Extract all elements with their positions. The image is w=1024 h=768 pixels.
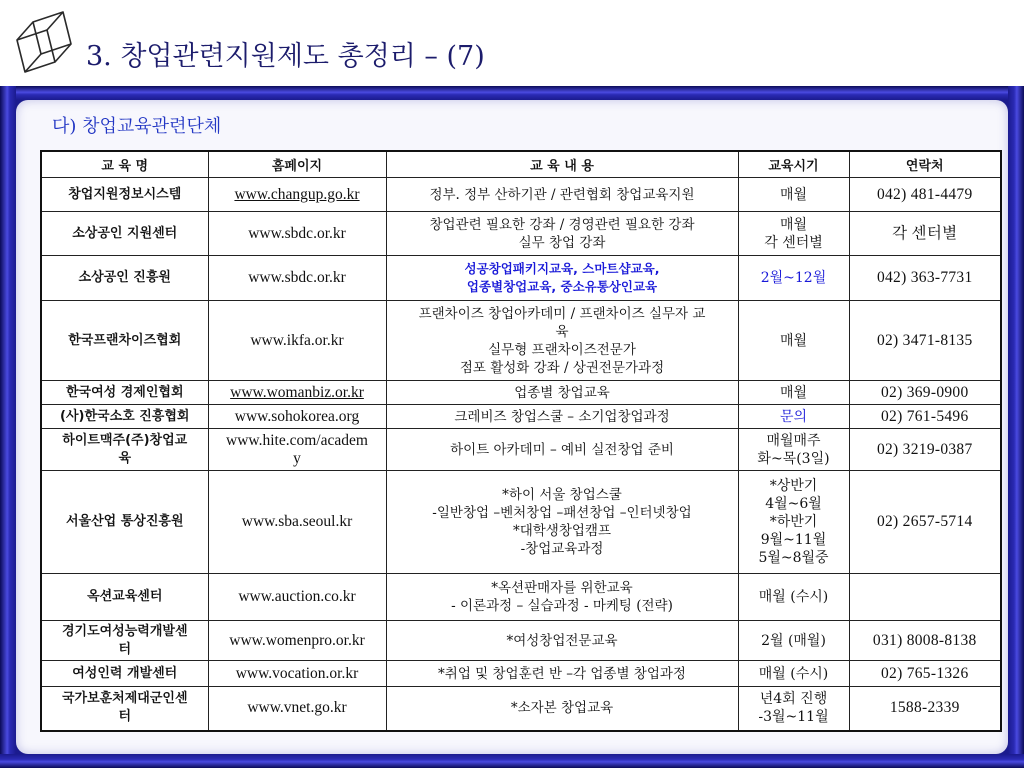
cell-contact — [849, 429, 1001, 471]
cell-name — [41, 256, 208, 301]
table-row — [41, 621, 1001, 661]
cell-homepage — [208, 687, 386, 731]
contact-line: 02) 765-1326 — [880, 664, 969, 682]
name-line: 육 — [118, 450, 132, 466]
cell-content — [386, 661, 738, 687]
contact-line: 02) 369-0900 — [880, 383, 969, 401]
name-line: 한국여성 경제인협회 — [65, 384, 184, 400]
cell-period — [738, 405, 849, 429]
table-row — [41, 687, 1001, 731]
cell-name — [41, 178, 208, 212]
cell-content — [386, 471, 738, 574]
name-line: 터 — [118, 709, 132, 725]
cell-content — [386, 574, 738, 621]
content-line: -일반창업 –벤처창업 –패션창업 –인터넷창업 — [432, 505, 692, 521]
contact-line: 1588-2339 — [889, 699, 960, 717]
cell-homepage — [208, 574, 386, 621]
contact-line: 042) 363-7731 — [876, 269, 973, 286]
cell-name — [41, 212, 208, 256]
content-line: -창업교육과정 — [520, 541, 604, 557]
period-line: 화~목(3일) — [757, 450, 830, 467]
cell-period — [738, 301, 849, 381]
cell-name — [41, 405, 208, 429]
homepage-line: y — [293, 449, 301, 467]
cell-content — [386, 381, 738, 405]
name-line: (사)한국소호 진흥협회 — [60, 408, 190, 424]
cell-name — [41, 687, 208, 731]
frame-band-left — [0, 86, 16, 768]
contact-line: 042) 481-4479 — [876, 185, 973, 203]
table-body — [41, 178, 1001, 731]
period-line: 각 센터별 — [764, 234, 823, 251]
name-line: 소상공인 진흥원 — [78, 270, 171, 285]
period-line: 4월~6월 — [765, 496, 822, 512]
period-line: 매월 — [779, 384, 808, 401]
period-line: 년4회 진행 — [759, 691, 828, 708]
cell-content — [386, 621, 738, 661]
content-line: 육 — [555, 323, 569, 340]
cell-period — [738, 621, 849, 661]
cell-contact — [849, 687, 1001, 731]
homepage-link[interactable]: www.womanbiz.or.kr — [230, 383, 364, 401]
cell-name — [41, 661, 208, 687]
cell-name — [41, 574, 208, 621]
name-line: 터 — [118, 641, 132, 657]
cell-content — [386, 405, 738, 429]
period-line: 매월 — [779, 186, 808, 203]
content-line: - 이론과정 – 실습과정 - 마케팅 (전략) — [451, 598, 673, 614]
cell-period — [738, 574, 849, 621]
content-line: *대학생창업캠프 — [512, 523, 612, 539]
name-line: 서울산업 통상진흥원 — [65, 514, 184, 529]
page-title: 3. 창업관련지원제도 총정리 – (7) — [86, 41, 485, 72]
cell-period — [738, 661, 849, 687]
cell-period — [738, 471, 849, 574]
table-row — [41, 661, 1001, 687]
cell-content — [386, 301, 738, 381]
frame-band-right — [1008, 86, 1024, 768]
contact-line: 02) 3471-8135 — [876, 331, 973, 349]
cell-name — [41, 621, 208, 661]
content-line: 업종별 창업교육 — [514, 384, 610, 401]
cell-homepage — [208, 212, 386, 256]
cell-name — [41, 301, 208, 381]
contact-line: 02) 3219-0387 — [876, 440, 973, 458]
content-line: 하이트 아카데미 – 예비 실전창업 준비 — [450, 441, 674, 458]
header-period: 교육시기 — [738, 151, 849, 178]
cell-content — [386, 178, 738, 212]
cell-homepage — [208, 301, 386, 381]
table-row — [41, 574, 1001, 621]
homepage-line: www.ikfa.or.kr — [250, 331, 344, 349]
content-line: 창업관련 필요한 강좌 / 경영관련 필요한 강좌 — [429, 216, 695, 233]
homepage-line: www.sbdc.or.kr — [248, 269, 346, 286]
homepage-line: www.sbdc.or.kr — [248, 224, 346, 242]
cell-homepage — [208, 471, 386, 574]
content-line: *소자본 창업교육 — [510, 700, 614, 717]
period-line: 매월 (수시) — [758, 665, 829, 682]
homepage-line: www.sohokorea.org — [234, 407, 360, 425]
period-line: 문의 — [779, 408, 808, 425]
period-line: 9월~11월 — [760, 532, 827, 548]
content-line: *취업 및 창업훈련 반 –각 업종별 창업과정 — [438, 665, 686, 682]
content-line: 업종별창업교육, 중소유통상인교육 — [466, 279, 658, 294]
cell-period — [738, 687, 849, 731]
period-line: 매월 — [779, 216, 808, 233]
cell-period — [738, 256, 849, 301]
header-name: 교 육 명 — [41, 151, 208, 178]
homepage-line: www.hite.com/academ — [226, 431, 368, 449]
cell-period — [738, 212, 849, 256]
name-line: 경기도여성능력개발센 — [61, 623, 188, 639]
cell-period — [738, 178, 849, 212]
cell-contact — [849, 621, 1001, 661]
cell-homepage — [208, 429, 386, 471]
table-row — [41, 301, 1001, 381]
header-content: 교 육 내 용 — [386, 151, 738, 178]
education-org-table — [40, 150, 1002, 732]
contact-line: 각 센터별 — [892, 224, 958, 242]
cell-name — [41, 381, 208, 405]
frame-band-top — [0, 86, 1024, 100]
period-line: 매월 — [779, 332, 808, 349]
cell-contact — [849, 381, 1001, 405]
cell-period — [738, 381, 849, 405]
header-contact: 연락처 — [849, 151, 1001, 178]
frame-band-bottom — [0, 754, 1024, 768]
contact-line: 02) 761-5496 — [880, 407, 969, 425]
cell-homepage — [208, 661, 386, 687]
name-line: 국가보훈처제대군인센 — [61, 691, 188, 707]
period-line: *하반기 — [769, 514, 818, 530]
cell-contact — [849, 178, 1001, 212]
homepage-line: www.vocation.or.kr — [235, 664, 359, 682]
period-line: 5월~8월중 — [758, 550, 829, 566]
cell-contact — [849, 574, 1001, 621]
content-line: 실무 창업 강좌 — [518, 234, 606, 251]
table-row — [41, 256, 1001, 301]
table-header-row — [41, 151, 1001, 178]
contact-line: 02) 2657-5714 — [876, 513, 973, 530]
table-row — [41, 471, 1001, 574]
cube-icon — [0, 0, 80, 80]
header-homepage: 홈페이지 — [208, 151, 386, 178]
name-line: 여성인력 개발센터 — [72, 665, 178, 681]
cell-contact — [849, 301, 1001, 381]
cell-contact — [849, 661, 1001, 687]
contact-line: 031) 8008-8138 — [872, 631, 977, 649]
period-line: 2월~12월 — [760, 270, 827, 286]
table-row — [41, 405, 1001, 429]
cell-content — [386, 256, 738, 301]
homepage-line: www.vnet.go.kr — [247, 699, 347, 717]
content-line: 성공창업패키지교육, 스마트샵교육, — [464, 261, 660, 276]
name-line: 옥션교육센터 — [87, 589, 163, 604]
content-line: 크레비즈 창업스쿨 – 소기업창업과정 — [454, 408, 670, 425]
cell-contact — [849, 256, 1001, 301]
name-line: 하이트맥주(주)창업교 — [62, 432, 188, 448]
content-line: *하이 서울 창업스쿨 — [502, 487, 622, 503]
cell-contact — [849, 471, 1001, 574]
cell-homepage — [208, 621, 386, 661]
table-row — [41, 212, 1001, 256]
period-line: -3월~11월 — [758, 709, 829, 726]
period-line: 매월매주 — [766, 432, 821, 449]
cell-content — [386, 687, 738, 731]
content-line: *여성창업전문교육 — [506, 632, 618, 649]
name-line: 소상공인 지원센터 — [72, 225, 178, 241]
period-line: 2월 (매월) — [761, 632, 826, 649]
table-row — [41, 429, 1001, 471]
cell-homepage — [208, 381, 386, 405]
cell-contact — [849, 212, 1001, 256]
cell-content — [386, 429, 738, 471]
homepage-line: www.auction.co.kr — [238, 588, 356, 605]
content-line: 프랜차이즈 창업아카데미 / 프랜차이즈 실무자 교 — [418, 305, 706, 322]
period-line: 매월 (수시) — [758, 589, 829, 605]
homepage-link[interactable]: www.changup.go.kr — [234, 185, 360, 203]
cell-homepage — [208, 178, 386, 212]
cell-homepage — [208, 405, 386, 429]
homepage-line: www.womenpro.or.kr — [229, 631, 365, 649]
content-line: 실무형 프랜차이즈전문가 — [488, 341, 636, 358]
name-line: 창업지원정보시스템 — [68, 186, 182, 202]
section-subtitle: 다) 창업교육관련단체 — [52, 116, 222, 137]
cell-contact — [849, 405, 1001, 429]
cell-name — [41, 429, 208, 471]
name-line: 한국프랜차이즈협회 — [68, 332, 182, 348]
table-row — [41, 381, 1001, 405]
table-row — [41, 178, 1001, 212]
content-line: *옥션판매자를 위한교육 — [491, 580, 633, 596]
homepage-line: www.sba.seoul.kr — [241, 513, 353, 530]
content-line: 점포 활성화 강좌 / 상권전문가과정 — [459, 359, 665, 376]
cell-content — [386, 212, 738, 256]
content-line: 정부. 정부 산하기관 / 관련협회 창업교육지원 — [429, 186, 695, 203]
cell-period — [738, 429, 849, 471]
cell-name — [41, 471, 208, 574]
cell-homepage — [208, 256, 386, 301]
period-line: *상반기 — [769, 478, 818, 494]
